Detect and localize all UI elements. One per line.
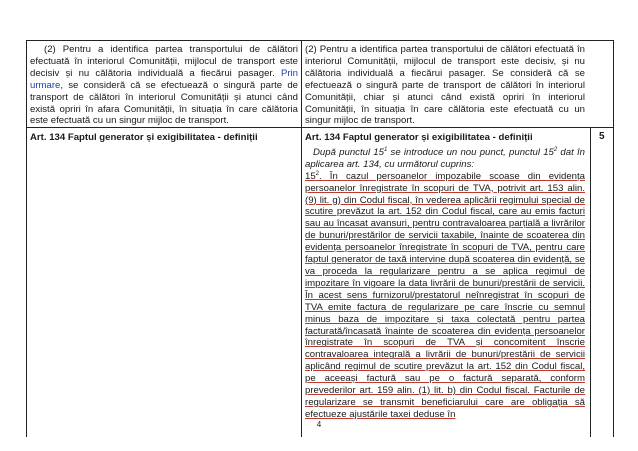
row2-right-heading: Art. 134 Faptul generator și exigibilitatea - definiții xyxy=(305,132,533,143)
row1-right-text: (2) Pentru a identifica partea transportului de călători efectuată în interiorul Comunității, mijlocul de transport este decisiv, și nu călătoria individuală a fiecărui pasager. Se consideră că se efectuează o singură parte de transport de călători în interiorul Comunității, chiar și atunci când există opriri în interiorul Comunității, în situația în care călătoria este efectuată cu un singur mijloc de transport. xyxy=(305,44,585,127)
row1-left-cell xyxy=(30,44,298,127)
page-number: 4 xyxy=(316,420,322,429)
row2-right-cell xyxy=(305,132,585,421)
row1-left-text: (2) Pentru a identifica partea transportului de călători efectuată în interiorul Comunității, mijlocul de transport este decisiv și nu călătoria individuală a fiecărui pasager. xyxy=(30,44,298,79)
row2-left-heading: Art. 134 Faptul generator și exigibilitatea - definiții xyxy=(30,132,258,143)
column-divider-number xyxy=(590,127,591,437)
comparison-table xyxy=(26,40,614,437)
row1-left-text-end: , se consideră că se efectuează o singură parte de transport de călători în interiorul Comunității și atunci când există opriri în afara Comunității, în situația în care călătoria este efectuată cu un singur mijloc de transport. xyxy=(30,79,298,127)
row1-right-cell xyxy=(305,44,585,127)
prin-urmare-text: Prin urmare xyxy=(30,67,298,91)
row-number: 5 xyxy=(599,131,605,142)
column-divider xyxy=(301,41,302,437)
row2-intro: După punctul $15^1$ se introduce un nou punct, punctul $15^2$ dat în aplicarea art. 134, cu următorul cuprins: xyxy=(305,146,585,170)
row2-point-text: $15^2$. În cazul persoanelor impozabile scoase din evidența persoanelor înregistrate în scopuri de TVA, potrivit art. 153 alin. (9) lit. g) din Codul fiscal, în vederea aplicării regimului special de scutire prevăzut la art. 152 din Codul fiscal, care au emis facturi sau au încasat avansuri, pentru contravaloarea parțială a livrărilor de bunuri/prestărilor de servicii taxabile, înainte de scoaterea din evidența persoanelor înregistrate în scopuri de TVA, pentru care faptul generator de taxă intervine după scoaterea din evidență, se va proceda la regularizare pentru a se aplica regimul de impozitare în vigoare la data livrării de bunuri/prestării de servicii. În acest sens furnizorul/prestatorul neînregistrat în scopuri de TVA emite factura de regularizare pe care înscrie cu semnul minus baza de impozitare și taxa colectată pentru partea facturată/încasată înainte de scoaterea din evidența persoanelor înregistrate în scopuri de TVA și concomitent înscrie contravaloarea integrală a livrării de bunuri/prestării de servicii aplicând regimul de scutire prevăzut la art. 152 din Codul fiscal, pe aceeași factură sau pe o factură separată, conform prevederilor art. 159 alin. (1) lit. b) din Codul fiscal. Facturile de regularizare se transmit beneficiarului care are obligația să efectueze ajustările taxei deduse în xyxy=(305,170,585,420)
